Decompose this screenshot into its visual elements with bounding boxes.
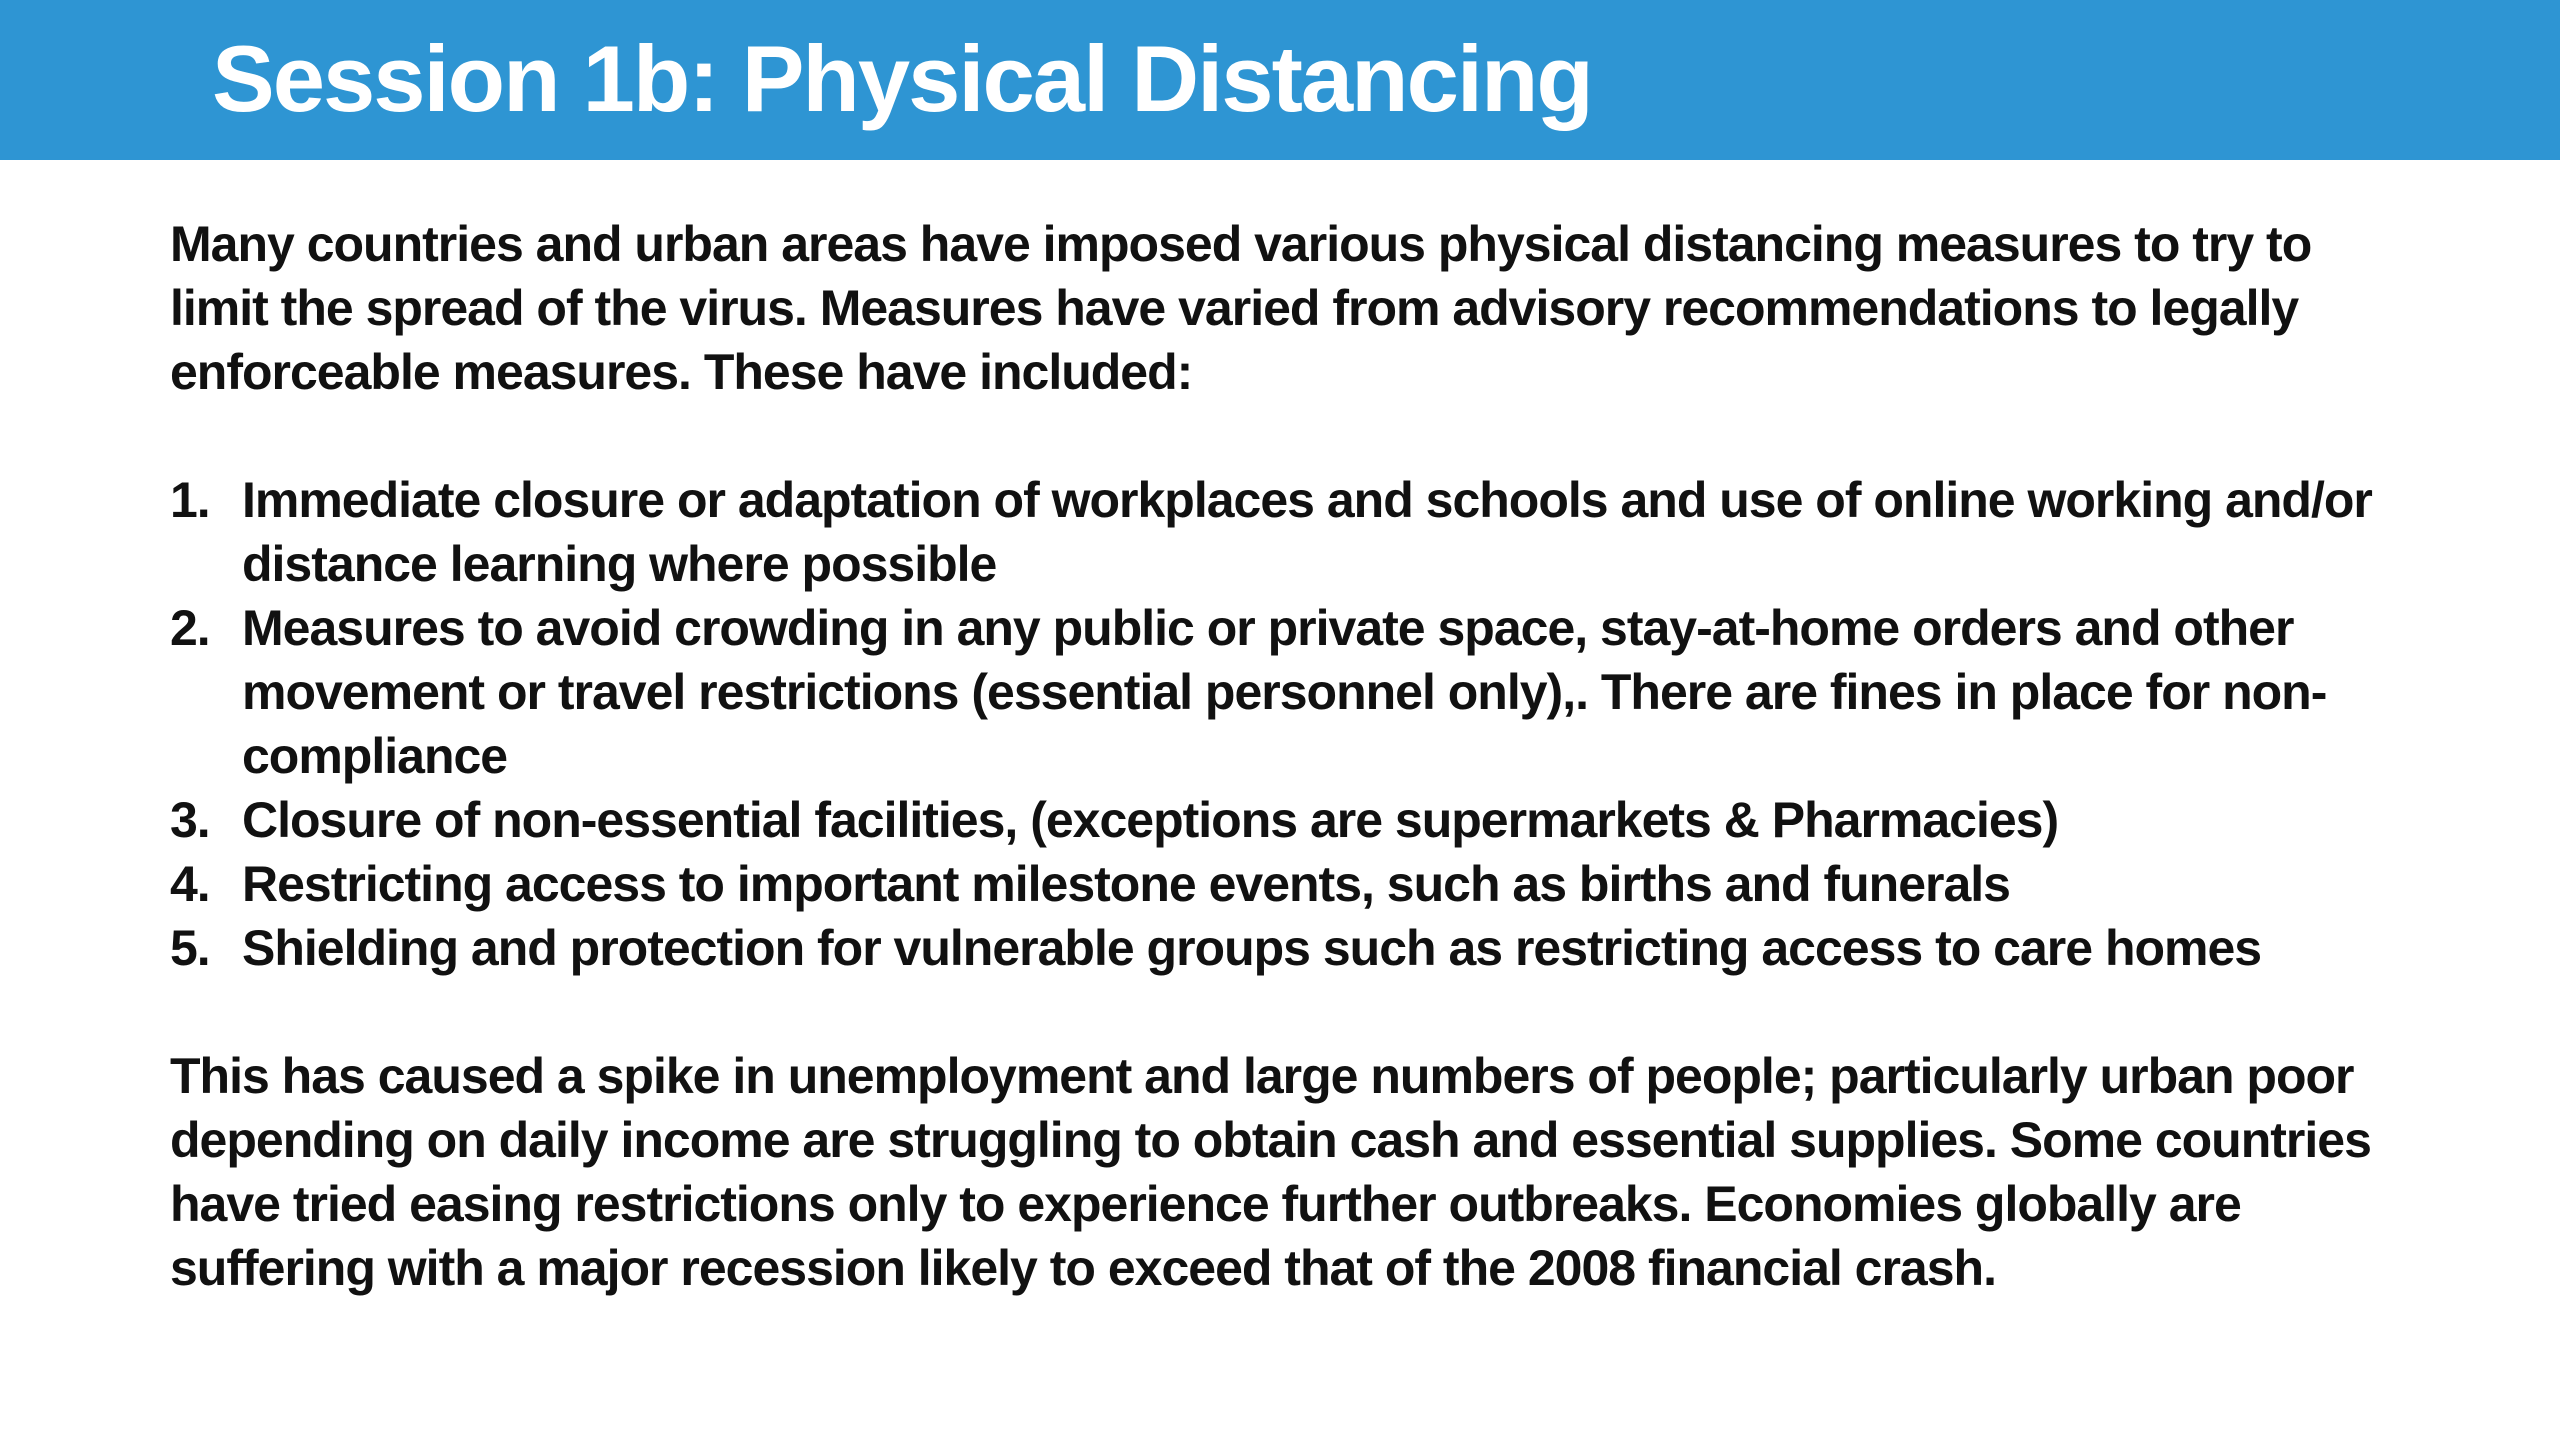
list-item-text: Restricting access to important milestone events, such as births and funerals xyxy=(242,856,2010,912)
list-item-number: 3. xyxy=(170,792,210,848)
conclusion-paragraph: This has caused a spike in unemployment and large numbers of people; particularly urban poor depending on daily income are struggling to obtain cash and essential supplies. Some countries have tried easing restrictions only to experience further outbreaks. Economies globally are suffering with a major recession likely to exceed that of the 2008 financial crash. xyxy=(170,1048,2371,1296)
list-item-number: 4. xyxy=(170,856,210,912)
list-item-number: 5. xyxy=(170,920,210,976)
list-item xyxy=(170,852,2400,916)
intro-paragraph: Many countries and urban areas have imposed various physical distancing measures to try to limit the spread of the virus. Measures have varied from advisory recommendations to legally enforceable measures. These have included: xyxy=(170,216,2312,400)
list-item-text: Closure of non-essential facilities, (exceptions are supermarkets & Pharmacies) xyxy=(242,792,2059,848)
list-item xyxy=(170,916,2400,980)
list-item-number: 1. xyxy=(170,472,210,528)
measures-list xyxy=(170,468,2400,980)
list-item-number: 2. xyxy=(170,600,210,656)
header-band xyxy=(0,0,2560,160)
list-item xyxy=(170,788,2400,852)
list-item-text: Measures to avoid crowding in any public or private space, stay-at-home orders and other movement or travel restrictions (essential personnel only),. There are fines in place for non-compliance xyxy=(242,600,2327,784)
list-item xyxy=(170,468,2400,596)
list-item xyxy=(170,596,2400,788)
slide-body xyxy=(170,212,2400,1300)
list-item-text: Immediate closure or adaptation of workplaces and schools and use of online working and/or distance learning where possible xyxy=(242,472,2372,592)
slide-title: Session 1b: Physical Distancing xyxy=(212,26,1592,131)
list-item-text: Shielding and protection for vulnerable groups such as restricting access to care homes xyxy=(242,920,2262,976)
